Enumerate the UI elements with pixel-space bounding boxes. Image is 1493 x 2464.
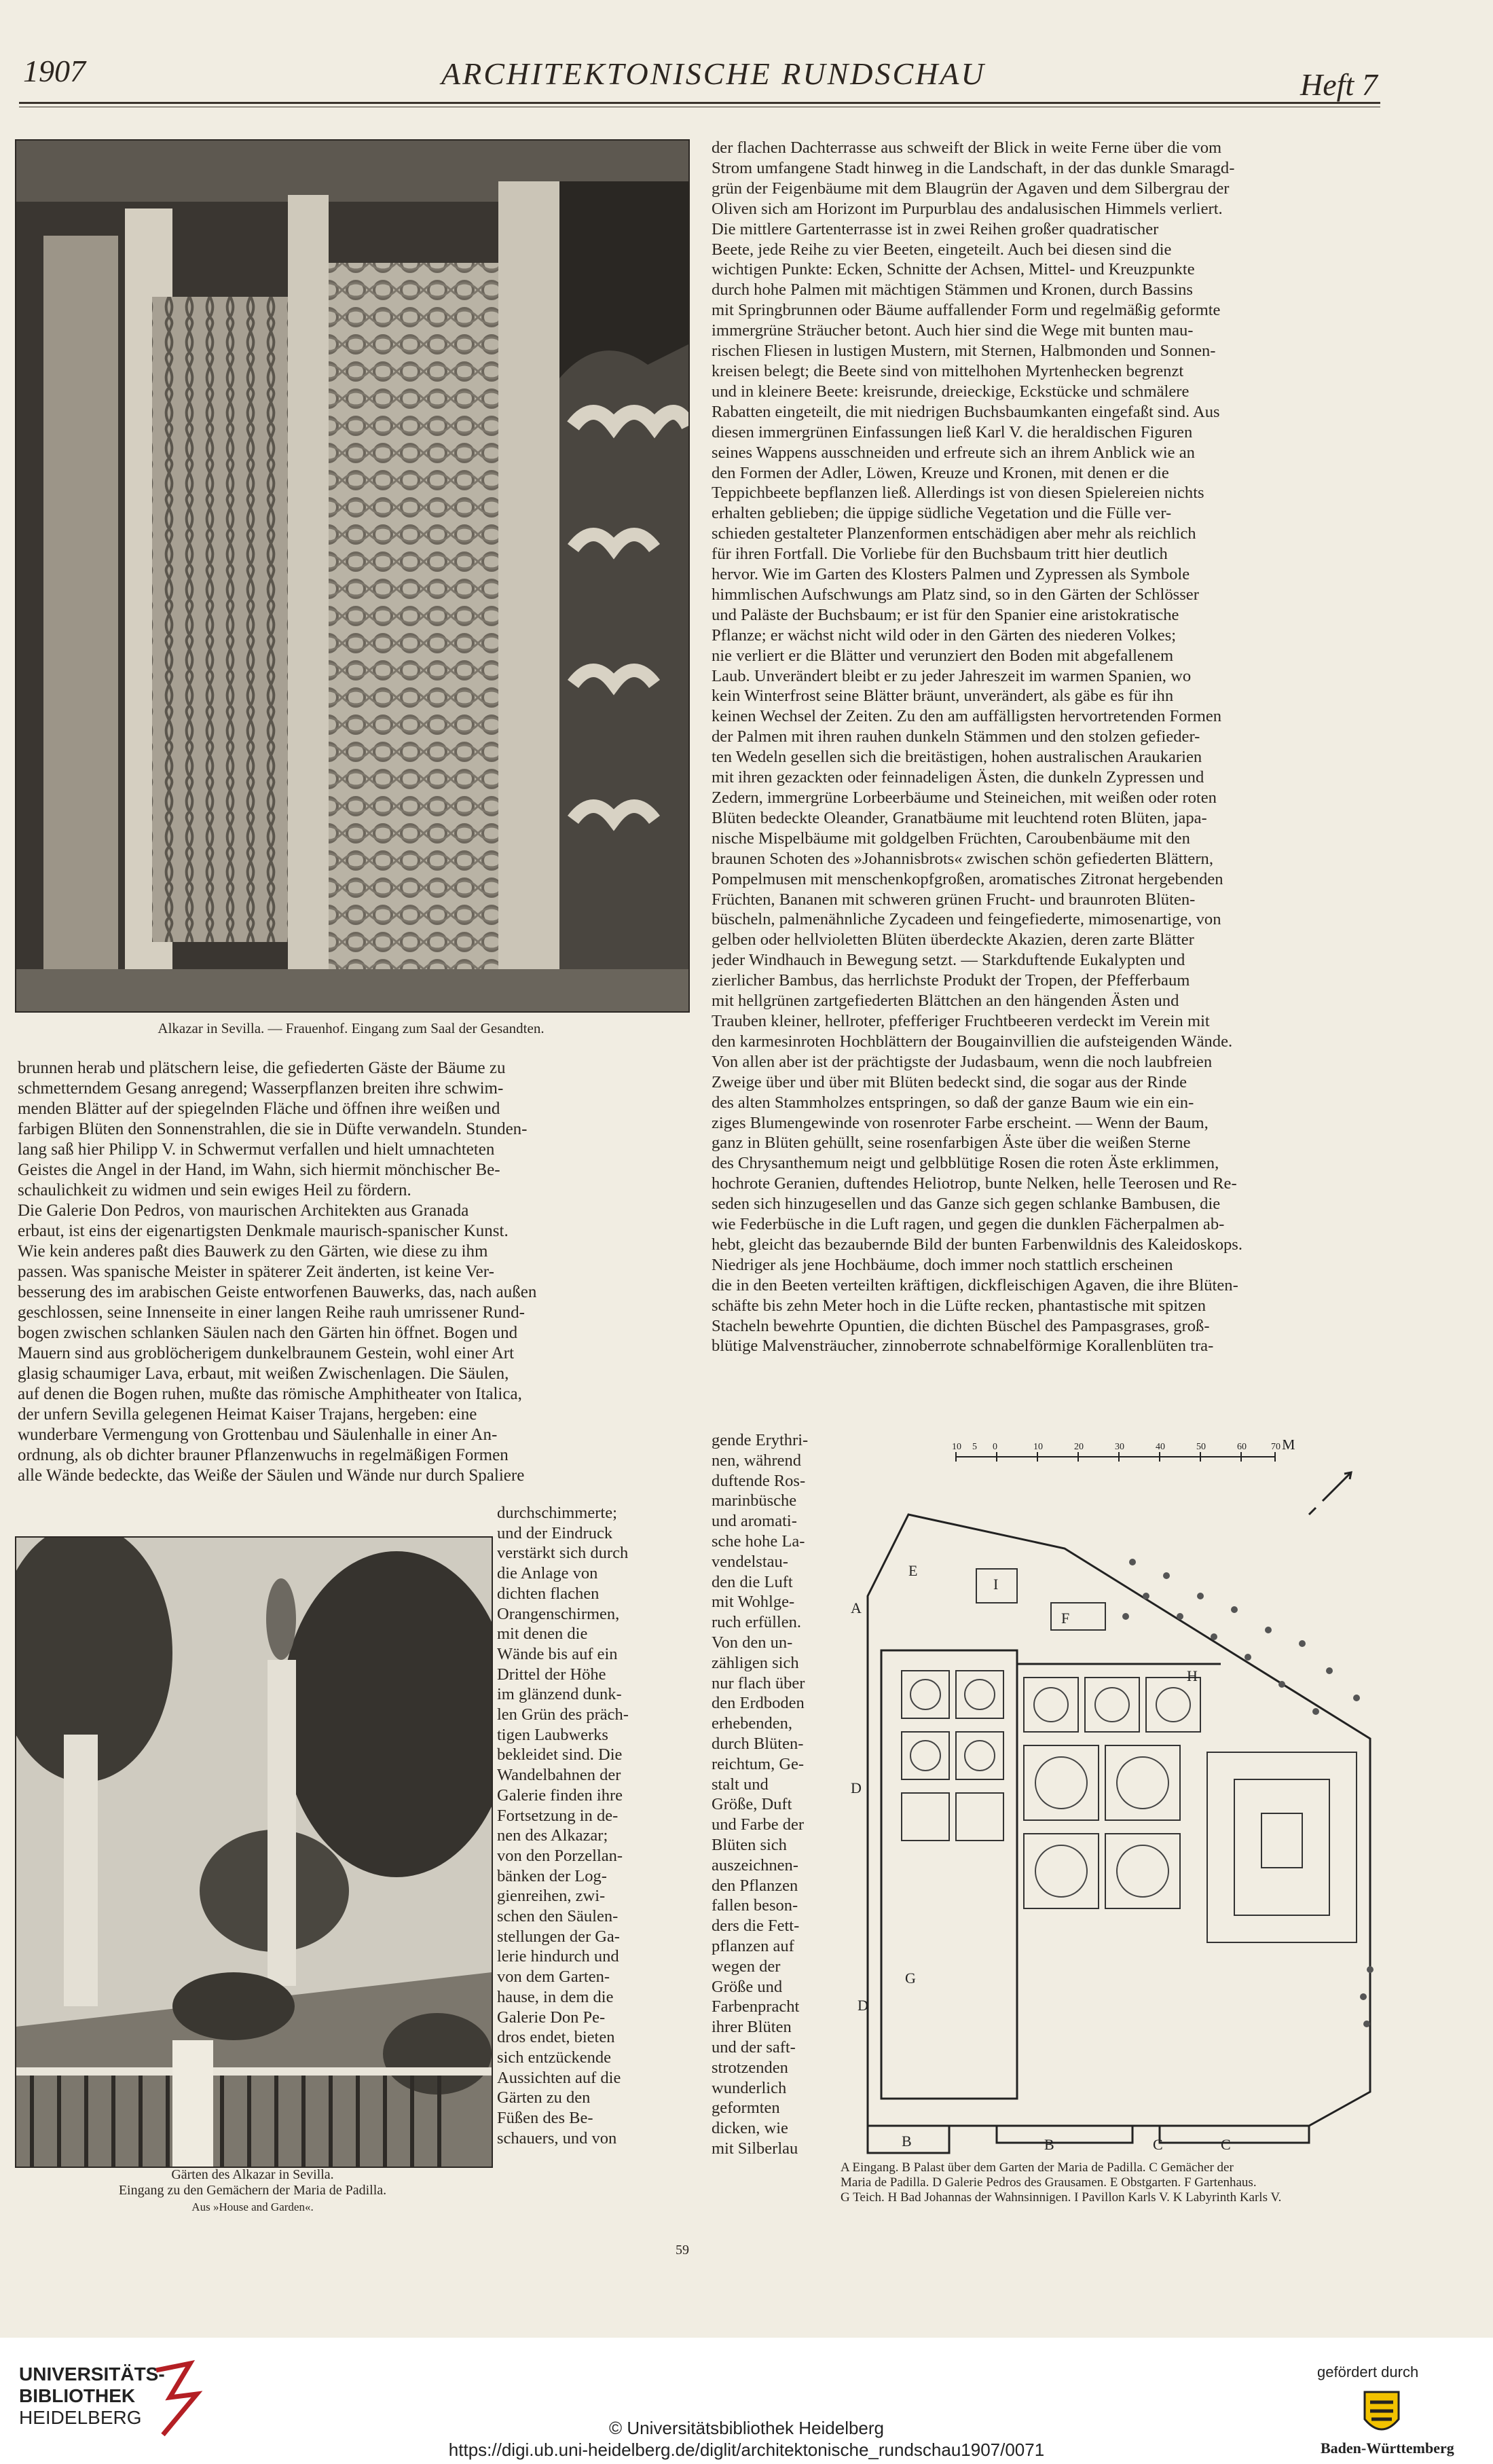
svg-text:I: I <box>993 1576 999 1593</box>
page-number: 59 <box>676 2243 689 2258</box>
north-arrow <box>1309 1472 1351 1515</box>
svg-text:D: D <box>851 1779 862 1796</box>
scale-tick-label: 10 <box>952 1442 961 1452</box>
svg-text:H: H <box>1187 1667 1198 1684</box>
scale-tick-label: 70 <box>1271 1442 1280 1452</box>
year: 1907 <box>23 54 86 88</box>
garden-plan <box>841 1440 1397 2160</box>
plan-legend-2: Maria de Padilla. D Galerie Pedros des Grausamen. E Obstgarten. F Gartenhaus. <box>841 2175 1257 2190</box>
scale-tick-label: 5 <box>972 1442 977 1452</box>
middle-narrow-column: durchschimmerte; und der Eindruck verstärkt sich durch die Anlage von dichten flachen Orangenschirmen, mit denen die Wände bis auf ein Drittel der Höhe im glänzend dunk- len Grün des präch- tigen Laubwerks bekleidet sind. Die Wandelbahnen der Galerie finden ihre Fortsetzung in de- nen des Alkazar; von den Porzellan- bänken der Log- gienreihen, zwi- schen den Säulen- stellungen der Ga- lerie hindurch und von dem Garten- hause, in dem die Galerie Don Pe- dros endet, bieten sich entzückende Aussichten auf die Gärten zu den Füßen des Be- schauers, und von <box>497 1504 629 2148</box>
svg-text:G: G <box>905 1970 916 1987</box>
scale-tick-label: M <box>1282 1440 1295 1453</box>
alkazar-photo <box>15 139 690 1013</box>
right-narrow-column: gende Erythri- nen, während duftende Ros- marinbüsche und aromati- sche hohe La- vendelstau- den die Luft mit Wohlge- ruch erfüllen. Von den un- zähligen sich nur flach über den Erdboden erhebenden, durch Blüten- reichtum, Ge- stalt und Größe, Duft und Farbe der Blüten sich auszeichnen- den Pflanzen fallen beson- ders die Fett- pflanzen auf wegen der Größe und Farbenpracht ihrer Blüten und der saft- strotzenden wunderlich geformten dicken, wie mit Silberlau <box>712 1431 809 2158</box>
state-name: Baden-Württemberg <box>1321 2440 1454 2457</box>
plan-legend-3: G Teich. H Bad Johannas der Wahnsinnigen. I Pavillon Karls V. K Labyrinth Karls V. <box>841 2190 1282 2205</box>
scale-tick-label: 40 <box>1156 1442 1165 1452</box>
funded-by: gefördert durch <box>1317 2363 1419 2380</box>
journal-title: ARCHITEKTONISCHE RUNDSCHAU <box>441 56 986 91</box>
garden-photo <box>15 1536 493 2168</box>
svg-text:E: E <box>908 1562 918 1579</box>
header-rule <box>19 102 1380 104</box>
copyright: © Universitätsbibliothek Heidelberg <box>608 2418 885 2438</box>
left-column-text: brunnen herab und plätschern leise, die gefiederten Gäste der Bäume zu schmetterndem Gesang anregend; Wasserpflanzen breiten ihre schwim- menden Blätter auf der spiegelnden Fläche und öffnen ihre weißen und farbigen Blüten den Sonnenstrahlen, die sie in Düfte verwandeln. Stunden- lang saß hier Philipp V. in Schwermut verfallen und hielt umnachteten Geistes die Angel in der Hand, im Wahn, sich hiermit mönchischer Be- schaulichkeit zu widmen und sein ewiges Heil zu fördern. Die Galerie Don Pedros, von maurischen Architekten aus Granada erbaut, ist eins der eigenartigsten Denkmale maurisch-spanischer Kunst. Wie kein anderes paßt dies Bauwerk zu den Gärten, wie diese zu ihm passen. Was spanische Meister in späterer Zeit änderten, ist keine Ver- besserung des im arabischen Geiste entworfenen Bauwerks, das, nach außen geschlossen, seine Innenseite in einer langen Reihe rauh umrissener Rund- bogen zwischen schlanken Säulen nach den Gärten hin öffnet. Bogen und Mauern sind aus groblöcherigem dunkelbraunem Gestein, wohl einer Art glasig schaumiger Lava, erbaut, mit weißen Zwischenlagen. Die Säulen, auf denen die Bogen ruhen, mußte das römische Amphitheater von Italica, der unfern Sevilla gelegenen Heimat Kaiser Trajans, hergeben: eine wunderbare Vermengung von Grottenbau und Säulenhalle in einer An- ordnung, als ob dichter brauner Pflanzenwuchs in regelmäßigen Formen alle Wände bedeckte, das Weiße der Säulen und Wände nur durch Spaliere <box>18 1059 537 1485</box>
svg-text:D: D <box>858 1997 868 2014</box>
issue-number: Heft 7 <box>1300 67 1378 102</box>
scale-tick-label: 0 <box>993 1442 997 1452</box>
scale-bar <box>956 1452 1275 1462</box>
alkazar-caption: Alkazar in Sevilla. — Frauenhof. Eingang zum Saal der Gesandten. <box>158 1020 545 1036</box>
svg-text:C: C <box>1153 2136 1163 2153</box>
scale-tick-label: 20 <box>1074 1442 1084 1452</box>
garden-caption-2: Eingang zu den Gemächern der Maria de Padilla. <box>118 2183 387 2198</box>
svg-text:F: F <box>1061 1610 1070 1627</box>
svg-text:A: A <box>851 1599 862 1616</box>
url-link[interactable]: https://digi.ub.uni-heidelberg.de/diglit/architektonische_rundschau1907/0071 <box>448 2440 1045 2460</box>
right-column-text: der flachen Dachterrasse aus schweift der Blick in weite Ferne über die vom Strom umfangene Stadt hinweg in die Landschaft, in der das dunkle Smaragd- grün der Feigenbäume mit dem Blaugrün der Agaven und dem Silbergrau der Oliven sich am Horizont im Purpurblau des andalusischen Himmels verliert. Die mittlere Gartenterrasse ist in zwei Reihen großer quadratischer Beete, jede Reihe zu vier Beeten, eingeteilt. Auch bei diesen sind die wichtigen Punkte: Ecken, Schnitte der Achsen, Mittel- und Kreuzpunkte durch hohe Palmen mit mächtigen Stämmen und Kronen, durch Bassins mit Springbrunnen oder Bäume auffallender Form und regelmäßig geformte immergrüne Sträucher betont. Auch hier sind die Wege mit bunten mau- rischen Fliesen in lustigen Mustern, mit Sternen, Halbmonden und Sonnen- kreisen belegt; die Beete sind von mittelhohen Myrtenhecken begrenzt und in kleinere Beete: kreisrunde, dreieckige, Eckstücke und schmälere Rabatten eingeteilt, die mit niedrigen Buchsbaumkanten eingefaßt sind. Aus diesen immergrünen Einfassungen ließ Karl V. die heraldischen Figuren seines Wappens ausschneiden und erfreute sich an ihrem Anblick wie an den Formen der Adler, Löwen, Kreuze und Kronen, mit denen er die Teppichbeete bepflanzen ließ. Allerdings ist von diesen Spielereien nichts erhalten geblieben; die üppige südliche Vegetation und die Fülle ver- schieden gestalteter Planzenformen entschädigen aber mehr als reichlich für ihren Fortfall. Die Vorliebe für den Buchsbaum tritt hier deutlich hervor. Wie im Garten des Klosters Palmen und Zypressen als Symbole himmlischen Aufschwungs am Platz sind, so in den Gärten der Schlösser und Paläste der Buchsbaum; er ist für den Spanier eine aristokratische Pflanze; er wächst nicht wild oder in den Gärten des niederen Volkes; nie verliert er die Blätter und verunziert den Boden mit abgefallenem Laub. Unverändert bleibt er zu jeder Jahreszeit im warmen Spanien, wo kein Winterfrost seine Blätter bräunt, unverändert, als gäbe es für ihn keinen Wechsel der Zeiten. Zu den am auffälligsten hervortretenden Formen der Palmen mit ihren rauhen dunkeln Stämmen und den stolzen gefieder- ten Wedeln gesellen sich die breitästigen, hohen australischen Araukarien mit ihren gezackten oder feinnadeligen Ästen, die dunkeln Zypressen und Zedern, immergrüne Lorbeerbäume und Steineichen, mit weißen oder roten Blüten bedeckte Oleander, Granatbäume mit leuchtend roten Blüten, japa- nische Mispelbäume mit goldgelben Früchten, Caroubenbäume mit den braunen Schoten des »Johannisbrots« zwischen schön gefiederten Blättern, Pompelmusen mit menschenkopfgroßen, aromatisches Zitronat hergebenden Früchten, Bananen mit schweren grünen Frucht- und braunroten Blüten- büscheln, palmenähnliche Zycadeen und feingefiederte, mimosenartige, von gelben oder hellvioletten Blüten überdeckte Akazien, deren zarte Blätter jeder Windhauch in Bewegung setzt. — Starkduftende Eukalypten und zierlicher Bambus, das herrlichste Produkt der Tropen, der Pfefferbaum mit hellgrünen zartgefiederten Blättchen an den hängenden Ästen und Trauben kleiner, hellroter, pfefferiger Fruchtbeeren verdeckt im Verein mit den karmesinroten Hochblättern der Bougainvillien die aufsteigenden Wände. Von allen aber ist der prächtigste der Judasbaum, wenn die noch laubfreien Zweige über und über mit Blüten bedeckt sind, die sogar aus der Rinde des alten Stammholzes entspringen, so daß der ganze Baum wie ein ein- ziges Blumengewinde von rosenroter Farbe erscheint. — Wenn der Baum, ganz in Blüten gehüllt, seine rosenfarbigen Äste über die weißen Sterne des Chrysanthemum neigt und gelbblütige Rosen die roten Äste erklimmen, hochrote Geranien, duftendes Heliotrop, bunte Nelken, helle Teerosen und Re- seden sich hinzugesellen und das Ganze sich gegen schlanke Bambusen, die wie Federbüsche in die Luft ragen, und gegen die dunklen Fächerpalmen ab- hebt, gleicht das bezaubernde Bild der bunten Farbenwildnis des Kaleidoskops. Niedriger als jene Hochbäume, doch immer noch stattlich erscheinen die in den Beeten verteilten kräftigen, dickfleischigen Agaven, die ihre Blüten- schäfte bis zehn Meter hoch in die Lüfte recken, phantastische mit spitzen Stacheln bewehrte Opuntien, die dichten Büschel des Pampasgrases, groß- blütige Malvensträucher, zinnoberrote schnabelförmige Korallenblüten tra- <box>712 139 1243 1356</box>
footer <box>0 2338 1493 2464</box>
garden-credit: Aus »House and Garden«. <box>191 2200 314 2213</box>
scale-tick-label: 10 <box>1033 1442 1043 1452</box>
svg-text:C: C <box>1221 2136 1231 2153</box>
library-line-3: HEIDELBERG <box>19 2407 142 2428</box>
scale-tick-label: 30 <box>1115 1442 1124 1452</box>
svg-text:B: B <box>902 2133 912 2150</box>
coat-of-arms-icon <box>1351 2385 1412 2446</box>
garden-caption-1: Gärten des Alkazar in Sevilla. <box>171 2167 334 2182</box>
svg-text:B: B <box>1044 2136 1054 2153</box>
plan-legend-1: A Eingang. B Palast über dem Garten der Maria de Padilla. C Gemächer der <box>841 2160 1234 2175</box>
scale-tick-label: 50 <box>1196 1442 1206 1452</box>
library-line-1: UNIVERSITÄTS- <box>19 2363 165 2385</box>
scale-tick-label: 60 <box>1237 1442 1247 1452</box>
library-line-2: BIBLIOTHEK <box>19 2385 136 2406</box>
